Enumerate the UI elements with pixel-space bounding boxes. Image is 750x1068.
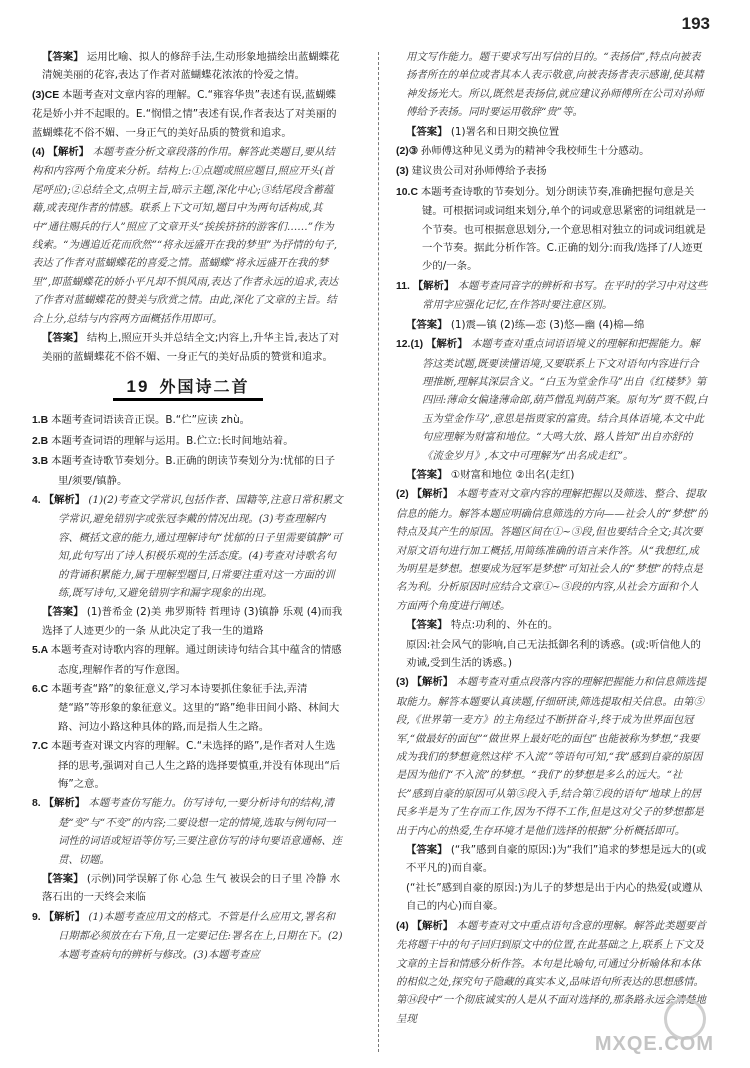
item-number: 5.A: [32, 645, 51, 657]
item-tag: 【解析】: [43, 493, 86, 506]
item-number: 6.C: [32, 684, 52, 695]
item-text: 本题考查诗歌节奏划分。B.正确的朗读节奏划分为:忧郁的日子里/须要/镇静。: [51, 455, 336, 487]
item-text: 本题考查同音字的辨析和书写。在平时的学习中对这些常用字应强化记忆,在作答时要注意区别。: [422, 279, 708, 312]
answer-item: [396, 879, 708, 916]
answer-item: [396, 335, 708, 465]
item-number: 7.C: [32, 741, 52, 753]
item-text: (示例)同学误解了你 心急 生气 被误会的日子里 冷静 水落石出的一天终会来临: [42, 873, 341, 904]
item-text: 本题考查对重点段落内容的理解把握能力和信息筛选提取能力。解答本题要认真读题,仔细研读,筛选提取相关信息。由第⑤段,《世界第一麦方》的主角经过不断拼奋斗,终于成为世界面包冠军,“做最好的面包”“做世界上最好吃的面包”也能被称为梦想,“我要成为我们的梦想竟然这样‘不入流’”等语句可知,“我”感到自豪的原因是因为他们“不入流”的梦想。“我们”的梦想是多么的远大。“社长”感到自豪的原因可从第⑤段入手,结合第⑦段的语句“地球上的居民多半是为了生存而工作,因为不得不工作,但是这对父子的梦想都是出于内心的热爱,生存环境才是他们选择的根据”分析概括即可。: [396, 676, 706, 837]
item-text: (“我”感到自豪的原因:)为“我们”追求的梦想是远大的(或不平凡的)而自豪。: [406, 844, 707, 875]
item-text: 本题考查对文章内容的理解把握以及筛选、整合、提取信息的能力。解答本题应明确信息筛选的方向——社会人的“梦想”的特点及其产生的原因。答题区间在①~③段,但也要结合全文;其次要对原文语句进行加工概括,用简练准确的语言来作答。从“我想红,成为明星是梦想。想要成为冠军是梦想”可知社会人的“梦想”的特点是名为利。分析原因时应结合文章①~③段的内容,从社会方面和个人方面两个角度进行阐述。: [396, 488, 708, 612]
item-tag: 【答案】: [406, 619, 448, 632]
answer-item: [396, 277, 708, 315]
answer-item: [396, 841, 708, 878]
answer-item: [396, 316, 708, 334]
item-tag: 【答案】: [42, 873, 84, 886]
left-column: [32, 48, 344, 1058]
item-number: 9.: [32, 911, 44, 923]
item-text: 本题考查对重点词语语境义的理解和把握能力。解答这类试题,既要读懂语境,又要联系上下文对语句内容进行合理推断,理解其深层含义。“白玉为堂金作马”出自《红楼梦》第四回:薄命女偏逢薄命郎,葫芦僧乱判葫芦案。原句为“贾不假,白玉为堂金作马”,意思是指贾家的富贵。结合具体语境,本文中此句应理解为财富和地位。“大鸣大放、路人皆知”出自亦舒的《流金岁月》,本文中可理解为“出名成走红”。: [422, 338, 708, 462]
answer-item: [32, 491, 344, 602]
answer-item: [32, 143, 344, 328]
item-text: 本题考查对文章内容的理解。C.“雍容华贵”表述有误,蓝蝴蝶花是娇小并不起眼的。E.“悯惜之情”表述有误,作者表达了对美丽的蓝蝴蝶花不俗不媚、一身正气的美好品质的赞赏和追求。: [32, 88, 337, 139]
item-text: 本题考查对诗歌内容的理解。通过朗读诗句结合其中蕴含的情感态度,理解作者的写作意图。: [50, 644, 342, 676]
page-number: 193: [681, 14, 710, 33]
answer-item: [32, 870, 344, 907]
answer-item: [32, 737, 344, 793]
item-text: 本题考查词语读音正误。B.“伫”应读 zhù。: [51, 414, 251, 427]
item-tag: 【解析】: [412, 279, 455, 292]
answer-item: [32, 680, 344, 736]
answer-item: [396, 123, 708, 141]
item-number: (3)CE: [32, 89, 63, 101]
item-number: (2)③: [396, 146, 421, 158]
item-text: (1)(2)考查文学常识,包括作者、国籍等,注意日常积累文学常识,避免错别字或张冠李戴的情况出现。(3)考查理解内容、概括文意的能力,通过理解诗句“忧郁的日子里需要镇静”可知,此句写出了诗人积极乐观的生活态度。(4)考查对诗歌名句的背诵积累能力,属于理解型题目,日常要注重对这一方面的训练,既写诗句,又避免错别字和漏字现象的出现。: [58, 493, 343, 599]
item-text: (1)本题考查应用文的格式。不管是什么应用文,署名和日期都必须放在右下角,且一定要记住:署名在上,日期在下。(2)本题考查病句的辨析与修改。(3)本题考查应: [58, 910, 343, 961]
item-text: (“社长”感到自豪的原因:)为儿子的梦想是出于内心的热爱(或遵从自己的内心)而自豪。: [406, 881, 703, 913]
answer-item: [32, 908, 344, 964]
item-tag: 【答案】: [42, 51, 84, 63]
item-tag: 【答案】: [406, 844, 448, 857]
item-number: 2.B: [32, 435, 52, 447]
section-heading: [32, 378, 344, 401]
item-number: 12.(1): [396, 339, 427, 351]
section-title: 外国诗二首: [159, 376, 250, 396]
answer-item: [396, 636, 708, 673]
right-items: [396, 48, 708, 1028]
item-tag: 【解析】: [426, 338, 468, 351]
answer-item: [32, 48, 344, 85]
item-number: 4.: [32, 494, 44, 506]
item-text: 原因:社会风气的影响,自己无法抵御名利的诱惑。(或:听信他人的劝诫,受到生活的诱惑。): [406, 638, 701, 669]
answer-item: [32, 641, 344, 679]
answer-item: [396, 162, 708, 181]
item-tag: 【答案】: [42, 332, 84, 345]
answer-item: [396, 142, 708, 161]
item-text: 本题考查对课文内容的理解。C.“未选择的路”,是作者对人生选择的思考,强调对自己人生之路的选择要慎重,并没有体现出“后悔”之意。: [51, 740, 341, 791]
answer-item: [396, 48, 708, 122]
item-text: 本题考查“路”的象征意义,学习本诗要抓住象征手法,弄清楚“路”等形象的象征意义。这里的“路”绝非田间小路、林间大路、河边小路这种具体的路,而是指人生之路。: [51, 683, 340, 733]
item-text: (1)署名和日期交换位置: [447, 125, 560, 138]
item-number: (3): [396, 166, 412, 178]
answer-item: [32, 432, 344, 451]
item-tag: 【解析】: [411, 919, 454, 932]
item-number: 10.C: [396, 186, 421, 198]
item-tag: 【解析】: [411, 488, 454, 501]
item-tag: 【答案】: [406, 318, 448, 331]
left-top-items: [32, 48, 344, 366]
answer-item: [396, 673, 708, 840]
item-number: 8.: [32, 798, 44, 810]
item-text: ①财富和地位 ②出名(走红): [447, 468, 575, 481]
left-bottom-items: [32, 411, 344, 964]
item-number: (4): [32, 147, 48, 159]
answer-item: [32, 329, 344, 366]
item-tag: 【解析】: [411, 676, 454, 689]
item-number: 1.B: [32, 415, 52, 427]
item-text: 孙师傅这种见义勇为的精神令我校师生十分感动。: [420, 145, 650, 158]
answer-item: [32, 794, 344, 869]
column-divider: [378, 52, 379, 1052]
answer-item: [32, 603, 344, 640]
item-number: (4): [396, 920, 412, 932]
answer-item: [32, 86, 344, 142]
watermark-logo: [564, 998, 714, 1056]
item-text: 本题考查分析文章段落的作用。解答此类题目,要从结构和内容两个角度来分析。结构上:①点题或照应题目,照应开头(首尾呼应);②总结全文,点明主旨,暗示主题,深化中心;③结尾段含蓄蕴藉,或表现作者的情感。联系上下文可知,题目中为两句话构成,其中“通往赐兵的行人”照应了文章开头“挨挨挤挤的游客们……”作为线索。“为遇追近花而欣然”“将永远盛开在我的梦里”为抒情的句子,表达了作者对蓝蝴蝶花的喜爱之情。蓝蝴蝶“将永远盛开在我的梦里”,即蓝蝴蝶花的娇小平凡却不惧风雨,表达了作者永远的追求,表达了作者对蓝蝴蝶花的赞美与欣赏之情。由此,深化了文章的主旨。结合上分,总结与内容两方面概括作用即可。: [32, 146, 339, 325]
item-number: 3.B: [32, 456, 52, 468]
item-text: 结构上,照应开头并总结全文;内容上,升华主旨,表达了对美丽的蓝蝴蝶花不俗不媚、一身正气的美好品质的赞赏和追求。: [42, 332, 340, 363]
watermark-text: MXQE.COM: [594, 1033, 714, 1055]
item-number: 11.: [396, 280, 413, 292]
answer-item: [32, 411, 344, 430]
item-text: 本题考查词语的理解与运用。B.伫立:长时间地站着。: [51, 434, 294, 447]
item-tag: 【答案】: [406, 125, 448, 138]
item-text: 特点:功利的、外在的。: [447, 619, 559, 632]
item-tag: 【解析】: [47, 146, 90, 159]
item-text: (1)普希金 (2)美 弗罗斯特 哲理诗 (3)镇静 乐观 (4)而我选择了人迹更少的一条 从此决定了我一生的道路: [42, 606, 343, 637]
item-tag: 【答案】: [42, 606, 84, 619]
section-number: 19: [126, 376, 150, 396]
item-tag: 【解析】: [43, 910, 86, 923]
item-tag: 【答案】: [406, 468, 448, 481]
item-text: 本题考查对文中重点语句含意的理解。解答此类题要首先将题干中的句子回归到原文中的位置,在此基础之上,联系上下文及文章的主旨和情感分析作答。本句是比喻句,可通过分析喻体和本体的相似之处,探究句子隐藏的真实本义,品味语句所表达的思想感情。第⑭段中“一个彻底诚实的人是从不面对选择的,那条路永远会清楚地呈现: [396, 919, 706, 1025]
item-text: 本题考查诗歌的节奏划分。划分朗读节奏,准确把握句意是关键。可根据词或词组来划分,单个的词或意思紧密的词组就是一个节奏。也可根据意思划分,一个意思相对独立的词或词组就是一个节奏。据此分析作答。C.正确的划分:而我/选择了/人迹更少的/一条。: [420, 185, 706, 273]
item-number: (2): [396, 489, 412, 501]
item-tag: 【解析】: [43, 797, 86, 810]
item-text: (1)震—镇 (2)练—恋 (3)悠—幽 (4)棉—绵: [447, 318, 645, 331]
answer-item: [396, 485, 708, 615]
answer-item: [396, 466, 708, 484]
answer-item: [396, 616, 708, 634]
item-text: 用文写作能力。题干要求写出写信的目的。“表扬信”,特点向被表扬者所在的单位或者其本人表示敬意,向被表扬者表示感谢,使其精神发扬光大。所以,既然是表扬信,就应建议孙师傅所在公司对孙师傅给予表扬。同时要运用敬辞“贵”等。: [406, 51, 704, 119]
item-text: 建议贵公司对孙师傅给予表扬: [411, 165, 547, 178]
answer-item: [32, 452, 344, 490]
item-number: (3): [396, 677, 412, 689]
item-text: 运用比喻、拟人的修辞手法,生动形象地描绘出蓝蝴蝶花清婉美丽的花容,表达了作者对蓝蝴蝶花浓浓的怜爱之情。: [42, 51, 340, 82]
section-heading-underline: [113, 378, 264, 401]
right-column: [396, 48, 708, 1058]
answer-item: [396, 183, 708, 276]
item-text: 本题考查仿写能力。仿写诗句,一要分析诗句的结构,清楚“变”与“不变”的内容;二要设想一定的情境,选取与例句同一词性的词语或短语等仿写;三要注意仿写的诗句要语意通畅、连贯、切题。: [58, 797, 343, 866]
